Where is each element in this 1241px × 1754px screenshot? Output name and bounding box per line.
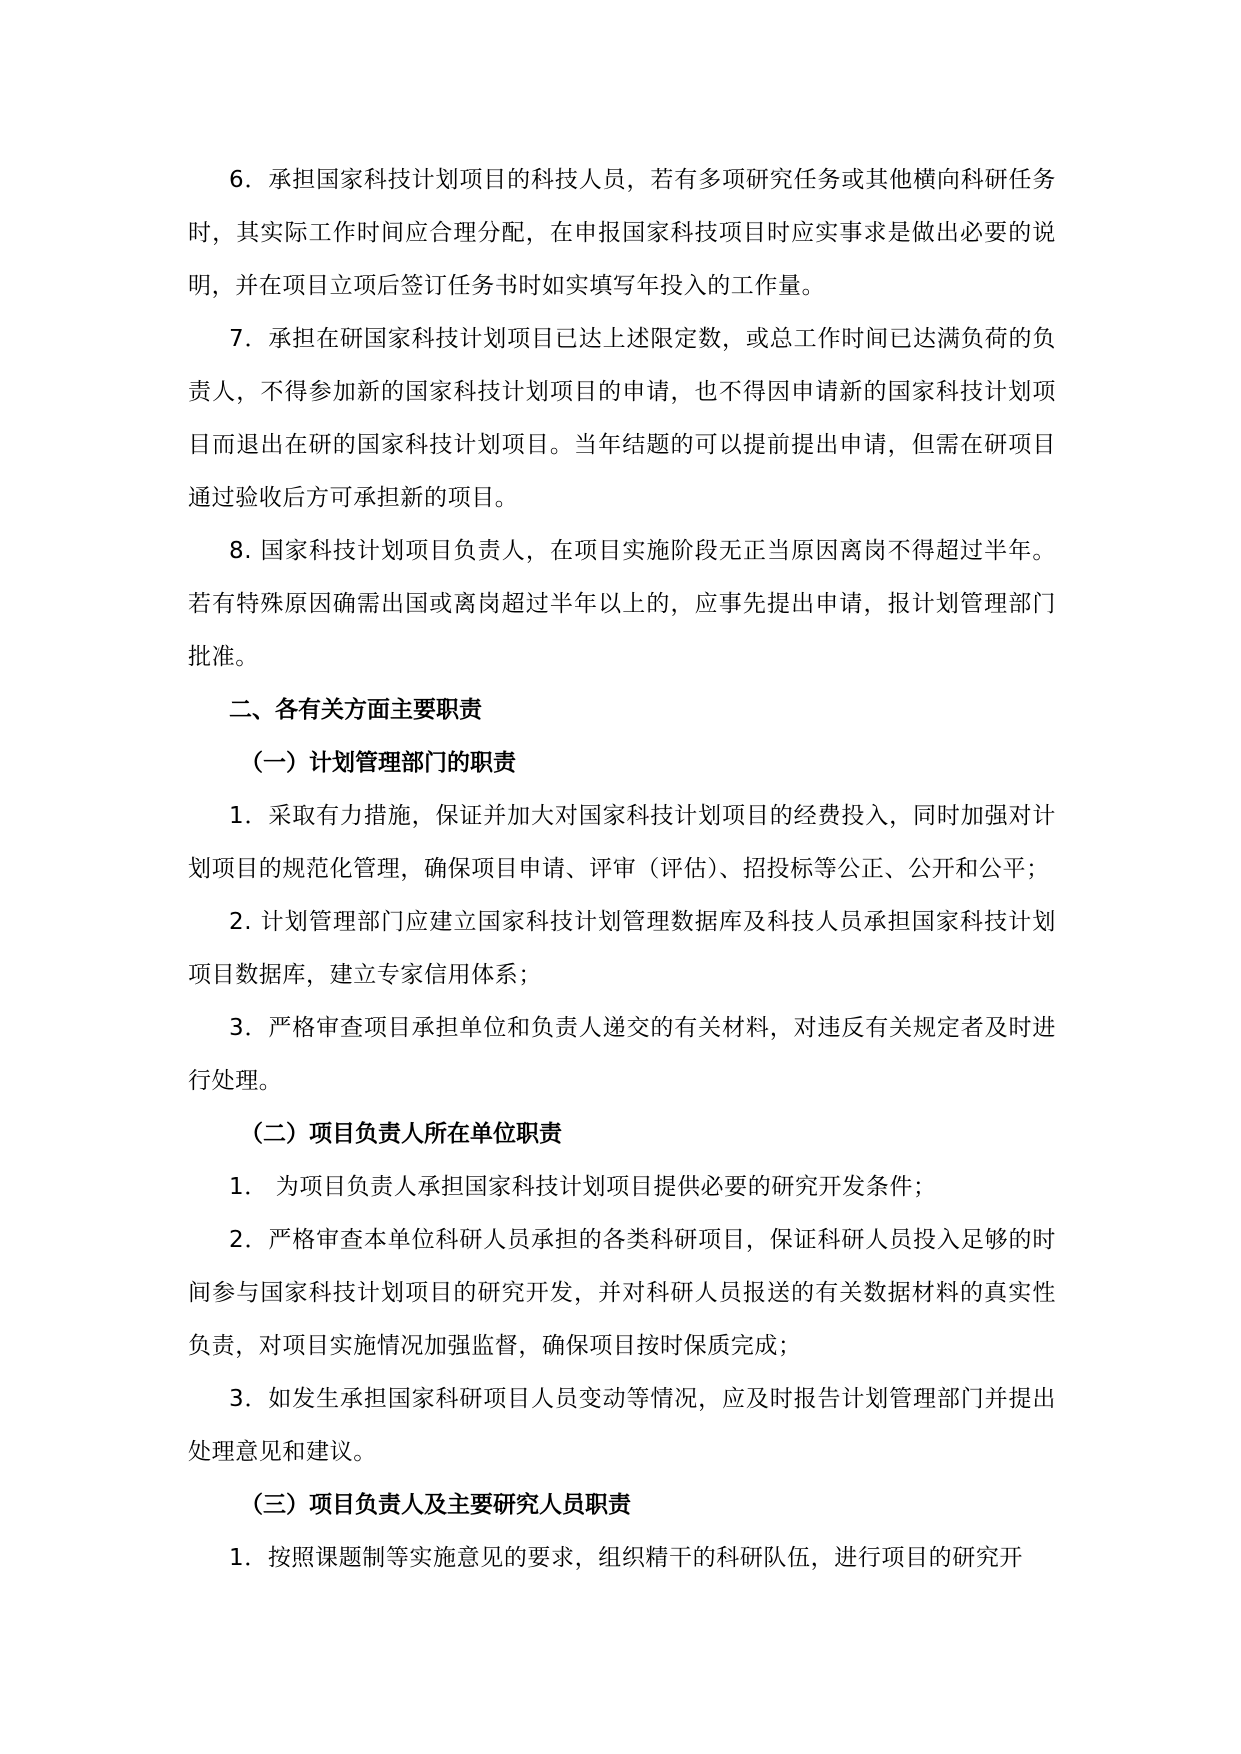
subsection-heading-researcher-duties: （三）项目负责人及主要研究人员职责 (240, 1492, 631, 1518)
subsection-heading-unit-duties: （二）项目负责人所在单位职责 (240, 1121, 562, 1147)
researcher-duties-item-1: 1．按照课题制等实施意见的要求，组织精干的科研队伍，进行项目的研究开 (229, 1545, 1024, 1571)
subsection-heading-plan-management: （一）计划管理部门的职责 (240, 750, 516, 776)
unit-duties-item-3: 3．如发生承担国家科研项目人员变动等情况，应及时报告计划管理部门并提出处理意见和建议。 (188, 1386, 1056, 1465)
plan-management-item-3: 3．严格审查项目承担单位和负责人递交的有关材料，对违反有关规定者及时进行处理。 (188, 1015, 1056, 1094)
document-page (188, 154, 1056, 1585)
unit-duties-item-1: 1． 为项目负责人承担国家科技计划项目提供必要的研究开发条件； (229, 1174, 937, 1200)
paragraph-item-8: 8. 国家科技计划项目负责人，在项目实施阶段无正当原因离岗不得超过半年。若有特殊原因确需出国或离岗超过半年以上的，应事先提出申请，报计划管理部门批准。 (188, 538, 1056, 670)
paragraph-item-7: 7．承担在研国家科技计划项目已达上述限定数，或总工作时间已达满负荷的负责人，不得参加新的国家科技计划项目的申请，也不得因申请新的国家科技计划项目而退出在研的国家科技计划项目。当年结题的可以提前提出申请，但需在研项目通过验收后方可承担新的项目。 (188, 326, 1056, 511)
section-heading-responsibilities: 二、各有关方面主要职责 (229, 697, 482, 723)
plan-management-item-2: 2. 计划管理部门应建立国家科技计划管理数据库及科技人员承担国家科技计划项目数据库，建立专家信用体系； (188, 909, 1056, 988)
paragraph-item-6: 6．承担国家科技计划项目的科技人员，若有多项研究任务或其他横向科研任务时，其实际工作时间应合理分配，在申报国家科技项目时应实事求是做出必要的说明，并在项目立项后签订任务书时如实填写年投入的工作量。 (188, 167, 1056, 299)
plan-management-item-1: 1．采取有力措施，保证并加大对国家科技计划项目的经费投入，同时加强对计划项目的规范化管理，确保项目申请、评审（评估）、招投标等公正、公开和公平； (188, 803, 1056, 882)
unit-duties-item-2: 2．严格审查本单位科研人员承担的各类科研项目，保证科研人员投入足够的时间参与国家科技计划项目的研究开发，并对科研人员报送的有关数据材料的真实性负责，对项目实施情况加强监督，确保项目按时保质完成； (188, 1227, 1056, 1359)
